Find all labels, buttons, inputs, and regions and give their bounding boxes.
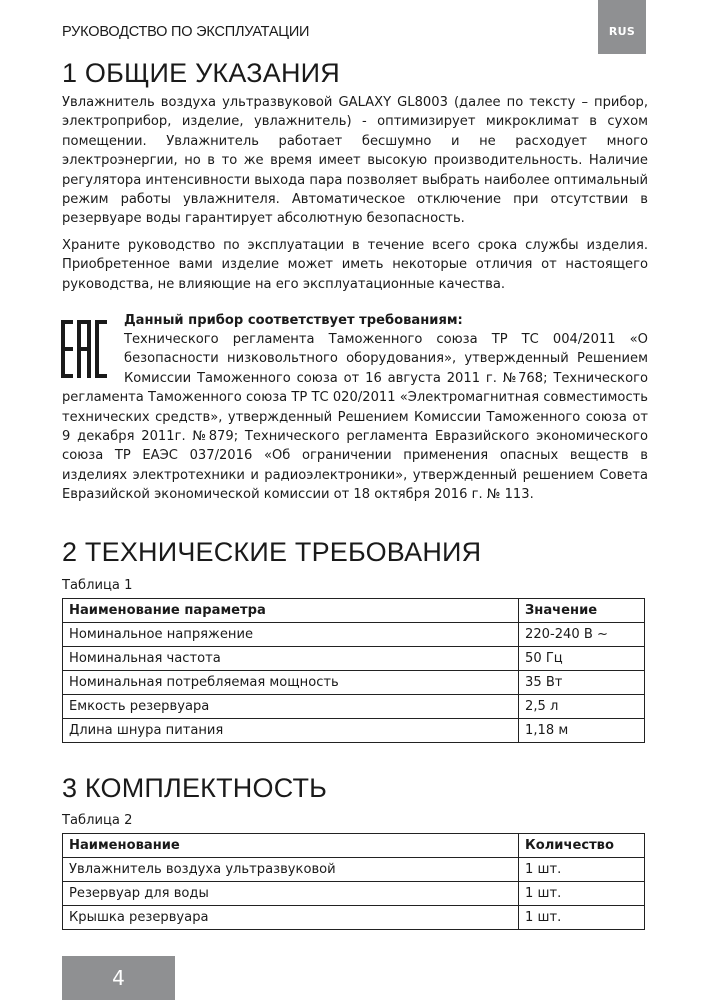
item-quantity: 1 шт.	[519, 906, 645, 930]
column-header-parameter: Наименование параметра	[63, 599, 519, 623]
column-header-quantity: Количество	[519, 834, 645, 858]
column-header-value: Значение	[519, 599, 645, 623]
table-row	[63, 671, 645, 695]
certification-text	[62, 330, 648, 505]
parameter-value: 2,5 л	[519, 695, 645, 719]
package-contents-table	[62, 833, 645, 930]
table-row	[63, 882, 645, 906]
section-2-title: 2 ТЕХНИЧЕСКИЕ ТРЕБОВАНИЯ	[62, 537, 482, 567]
table-header-row	[63, 834, 645, 858]
section-3-title: 3 КОМПЛЕКТНОСТЬ	[62, 773, 328, 803]
parameter-name: Номинальная потребляемая мощность	[63, 671, 519, 695]
certification-heading: Данный прибор соответствует требованиям:	[124, 313, 463, 328]
column-header-item: Наименование	[63, 834, 519, 858]
item-quantity: 1 шт.	[519, 858, 645, 882]
parameter-value: 220-240 В ~	[519, 623, 645, 647]
certification-body: Технического регламента Таможенного союза ТР ТС 004/2011 «О безопасности низковольтного оборудования», утвержденный Решением Комиссии Таможенного союза от 16 августа 2011 г. №768; Технического регламента Таможенного союза ТР ТС 020/2011 «Электромагнитная совместимость технических средств», утвержденный Решением Комиссии Таможенного союза от 9 декабря 2011г. №879; Технического регламента Евразийского экономического союза ТР ЕАЭС 037/2016 «Об ограничении применения опасных веществ в изделиях электротехники и радиоэлектроники», утвержденный решением Совета Евразийской экономической комиссии от 18 октября 2016 г. № 113.	[62, 332, 648, 503]
language-tab: RUS	[598, 0, 646, 54]
table-1-caption: Таблица 1	[62, 578, 133, 593]
running-header-title: РУКОВОДСТВО ПО ЭКСПЛУАТАЦИИ	[62, 24, 310, 40]
table-row	[63, 719, 645, 743]
table-row	[63, 858, 645, 882]
table-row	[63, 647, 645, 671]
page-number: 4	[62, 956, 175, 1000]
section-1-paragraph-1: Увлажнитель воздуха ультразвуковой GALAXY GL8003 (далее по тексту – прибор, электроприбор, изделие, увлажнитель) - оптимизирует микроклимат в сухом помещении. Увлажнитель работает бесшумно и не расходует много электроэнергии, но в то же время имеет высокую производительность. Наличие регулятора интенсивности выхода пара позволяет выбрать наиболее оптимальный режим работы увлажнителя. Автоматическое отключение при отсутствии в резервуаре воды гарантирует абсолютную безопасность.	[62, 95, 648, 227]
parameter-name: Номинальная частота	[63, 647, 519, 671]
item-name: Крышка резервуара	[63, 906, 519, 930]
parameter-value: 50 Гц	[519, 647, 645, 671]
table-header-row	[63, 599, 645, 623]
item-name: Резервуар для воды	[63, 882, 519, 906]
table-2-caption: Таблица 2	[62, 813, 133, 828]
table-row	[63, 695, 645, 719]
table-row	[63, 906, 645, 930]
parameter-name: Емкость резервуара	[63, 695, 519, 719]
table-row	[63, 623, 645, 647]
parameter-name: Номинальное напряжение	[63, 623, 519, 647]
technical-specs-table	[62, 598, 645, 743]
parameter-value: 35 Вт	[519, 671, 645, 695]
section-1-title: 1 ОБЩИЕ УКАЗАНИЯ	[62, 58, 340, 88]
section-1-paragraph-2: Храните руководство по эксплуатации в течение всего срока службы изделия. Приобретенное вами изделие может иметь некоторые отличия от настоящего руководства, не влияющие на его эксплуатационные качества.	[62, 238, 648, 292]
parameter-value: 1,18 м	[519, 719, 645, 743]
parameter-name: Длина шнура питания	[63, 719, 519, 743]
item-quantity: 1 шт.	[519, 882, 645, 906]
item-name: Увлажнитель воздуха ультразвуковой	[63, 858, 519, 882]
